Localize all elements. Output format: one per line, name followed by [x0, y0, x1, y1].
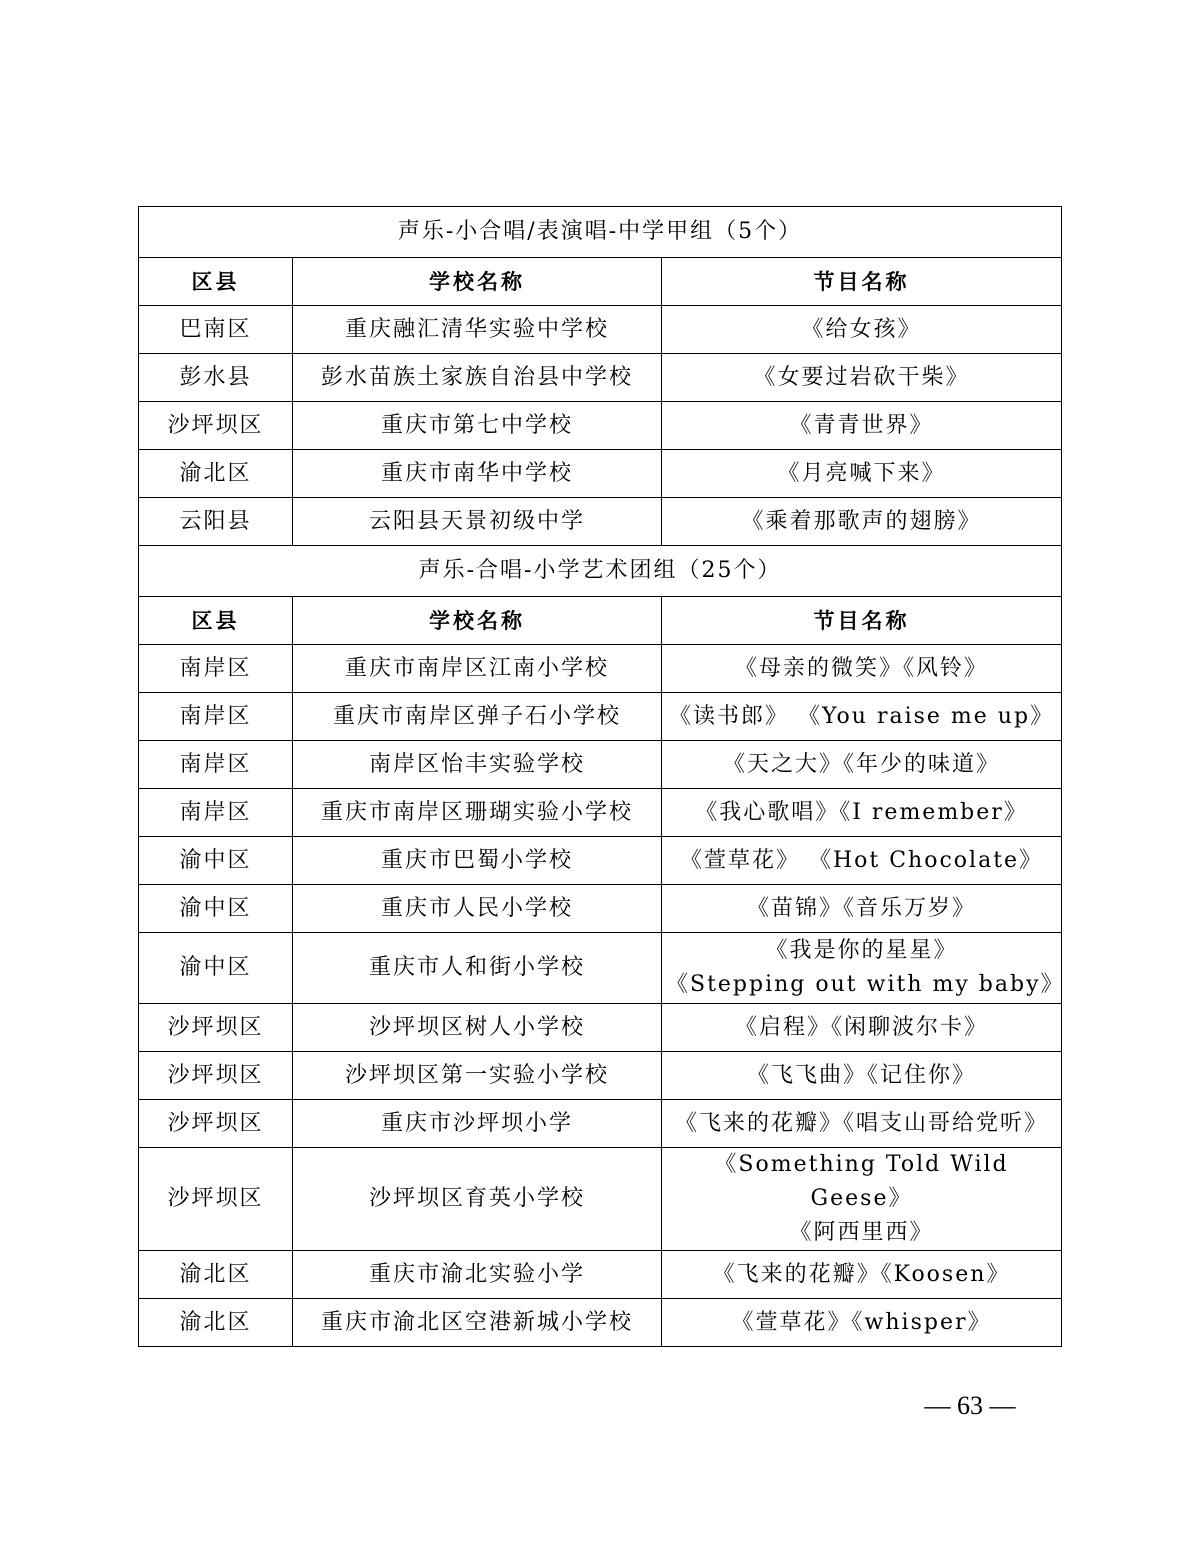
section-title: 声乐-合唱-小学艺术团组（25个）	[139, 546, 1062, 597]
district-cell: 南岸区	[139, 693, 293, 741]
district-cell: 沙坪坝区	[139, 1004, 293, 1052]
program-name-cell	[662, 741, 1062, 789]
school-name-cell: 重庆市渝北区空港新城小学校	[293, 1299, 662, 1347]
program-name-line: 《苗锦》《音乐万岁》	[747, 895, 977, 921]
school-name-cell: 重庆市巴蜀小学校	[293, 837, 662, 885]
school-name-cell: 重庆市南岸区弹子石小学校	[293, 693, 662, 741]
program-name-cell	[662, 306, 1062, 354]
table-row	[139, 885, 1062, 933]
table-row	[139, 450, 1062, 498]
table-row	[139, 933, 1062, 1004]
table-row	[139, 1251, 1062, 1299]
program-name-line: 《给女孩》	[801, 316, 922, 342]
table-row	[139, 1299, 1062, 1347]
program-name-line: 《天之大》《年少的味道》	[723, 751, 1001, 777]
program-name-line: 《我是你的星星》	[765, 938, 958, 963]
program-name-cell	[662, 885, 1062, 933]
program-name-cell	[662, 1251, 1062, 1299]
school-name-cell: 重庆市第七中学校	[293, 402, 662, 450]
table-row	[139, 1052, 1062, 1100]
program-name-cell	[662, 1052, 1062, 1100]
district-cell: 沙坪坝区	[139, 402, 293, 450]
program-name-cell	[662, 789, 1062, 837]
school-name-cell: 重庆市南华中学校	[293, 450, 662, 498]
district-cell: 南岸区	[139, 789, 293, 837]
program-name-cell	[662, 450, 1062, 498]
section-title-row	[139, 546, 1062, 597]
district-cell: 渝中区	[139, 933, 293, 1004]
district-cell: 南岸区	[139, 645, 293, 693]
school-name-cell: 重庆市南岸区珊瑚实验小学校	[293, 789, 662, 837]
district-cell: 渝北区	[139, 450, 293, 498]
table-row	[139, 741, 1062, 789]
table-row	[139, 837, 1062, 885]
district-cell: 沙坪坝区	[139, 1148, 293, 1251]
program-name-cell	[662, 1148, 1062, 1251]
district-cell: 南岸区	[139, 741, 293, 789]
program-name-line: 《乘着那歌声的翅膀》	[741, 508, 982, 534]
table-row	[139, 645, 1062, 693]
program-name-line: 《月亮喊下来》	[777, 460, 946, 486]
district-cell: 渝中区	[139, 885, 293, 933]
program-name-cell	[662, 354, 1062, 402]
district-cell: 渝中区	[139, 837, 293, 885]
program-name-line: 《读书郎》 《You raise me up》	[668, 703, 1055, 729]
table-row	[139, 306, 1062, 354]
table-row	[139, 498, 1062, 546]
program-table	[138, 206, 1065, 1347]
program-name-cell	[662, 933, 1065, 1004]
table-row	[139, 693, 1062, 741]
header-program-name: 节目名称	[662, 597, 1062, 645]
school-name-cell: 沙坪坝区育英小学校	[293, 1148, 662, 1251]
program-name-line: 《我心歌唱》《I remember》	[695, 799, 1028, 825]
program-name-line: 《飞飞曲》《记住你》	[747, 1062, 977, 1088]
table-row	[139, 354, 1062, 402]
district-cell: 渝北区	[139, 1299, 293, 1347]
table-row	[139, 1004, 1062, 1052]
school-name-cell: 重庆市沙坪坝小学	[293, 1100, 662, 1148]
table-body	[139, 207, 1065, 1347]
header-program-name: 节目名称	[662, 258, 1062, 306]
table-row	[139, 402, 1062, 450]
program-name-cell	[662, 693, 1062, 741]
program-name-line: 《Something Told Wild Geese》	[714, 1152, 1009, 1211]
program-name-cell	[662, 1299, 1062, 1347]
school-name-cell: 重庆市人和街小学校	[293, 933, 662, 1004]
program-name-line: 《萱草花》《whisper》	[731, 1309, 992, 1335]
table-row	[139, 789, 1062, 837]
program-name-line: 《阿西里西》	[789, 1220, 934, 1245]
district-cell: 云阳县	[139, 498, 293, 546]
header-school-name: 学校名称	[293, 597, 662, 645]
school-name-cell: 重庆市南岸区江南小学校	[293, 645, 662, 693]
program-name-line: 《萱草花》 《Hot Chocolate》	[679, 847, 1044, 873]
program-name-cell	[662, 645, 1062, 693]
school-name-cell: 彭水苗族土家族自治县中学校	[293, 354, 662, 402]
district-cell: 沙坪坝区	[139, 1052, 293, 1100]
school-name-cell: 重庆市渝北实验小学	[293, 1251, 662, 1299]
header-district: 区县	[139, 597, 293, 645]
district-cell: 沙坪坝区	[139, 1100, 293, 1148]
header-school-name: 学校名称	[293, 258, 662, 306]
program-name-line: 《女要过岩砍干柴》	[753, 364, 970, 390]
program-name-cell	[662, 498, 1062, 546]
header-district: 区县	[139, 258, 293, 306]
table-header-row	[139, 597, 1062, 645]
program-name-line: 《母亲的微笑》《风铃》	[735, 655, 989, 681]
page-number: — 63 —	[924, 1391, 1016, 1420]
program-name-cell	[662, 837, 1062, 885]
table-row	[139, 1148, 1062, 1251]
school-name-cell: 沙坪坝区树人小学校	[293, 1004, 662, 1052]
table-header-row	[139, 258, 1062, 306]
school-name-cell: 重庆市人民小学校	[293, 885, 662, 933]
section-title-row	[139, 207, 1062, 258]
district-cell: 彭水县	[139, 354, 293, 402]
school-name-cell: 云阳县天景初级中学	[293, 498, 662, 546]
section-title: 声乐-小合唱/表演唱-中学甲组（5个）	[139, 207, 1062, 258]
program-name-cell	[662, 1100, 1062, 1148]
school-name-cell: 南岸区怡丰实验学校	[293, 741, 662, 789]
school-name-cell: 沙坪坝区第一实验小学校	[293, 1052, 662, 1100]
program-name-line: 《启程》《闲聊波尔卡》	[735, 1014, 989, 1040]
program-name-line: 《青青世界》	[789, 412, 934, 438]
school-name-cell: 重庆融汇清华实验中学校	[293, 306, 662, 354]
program-name-cell	[662, 402, 1062, 450]
program-name-line: 《Stepping out with my baby》	[666, 972, 1065, 997]
district-cell: 渝北区	[139, 1251, 293, 1299]
program-name-line: 《飞来的花瓣》《唱支山哥给党听》	[675, 1110, 1049, 1136]
district-cell: 巴南区	[139, 306, 293, 354]
program-name-cell	[662, 1004, 1062, 1052]
table-row	[139, 1100, 1062, 1148]
program-name-line: 《飞来的花瓣》《Koosen》	[712, 1261, 1011, 1287]
